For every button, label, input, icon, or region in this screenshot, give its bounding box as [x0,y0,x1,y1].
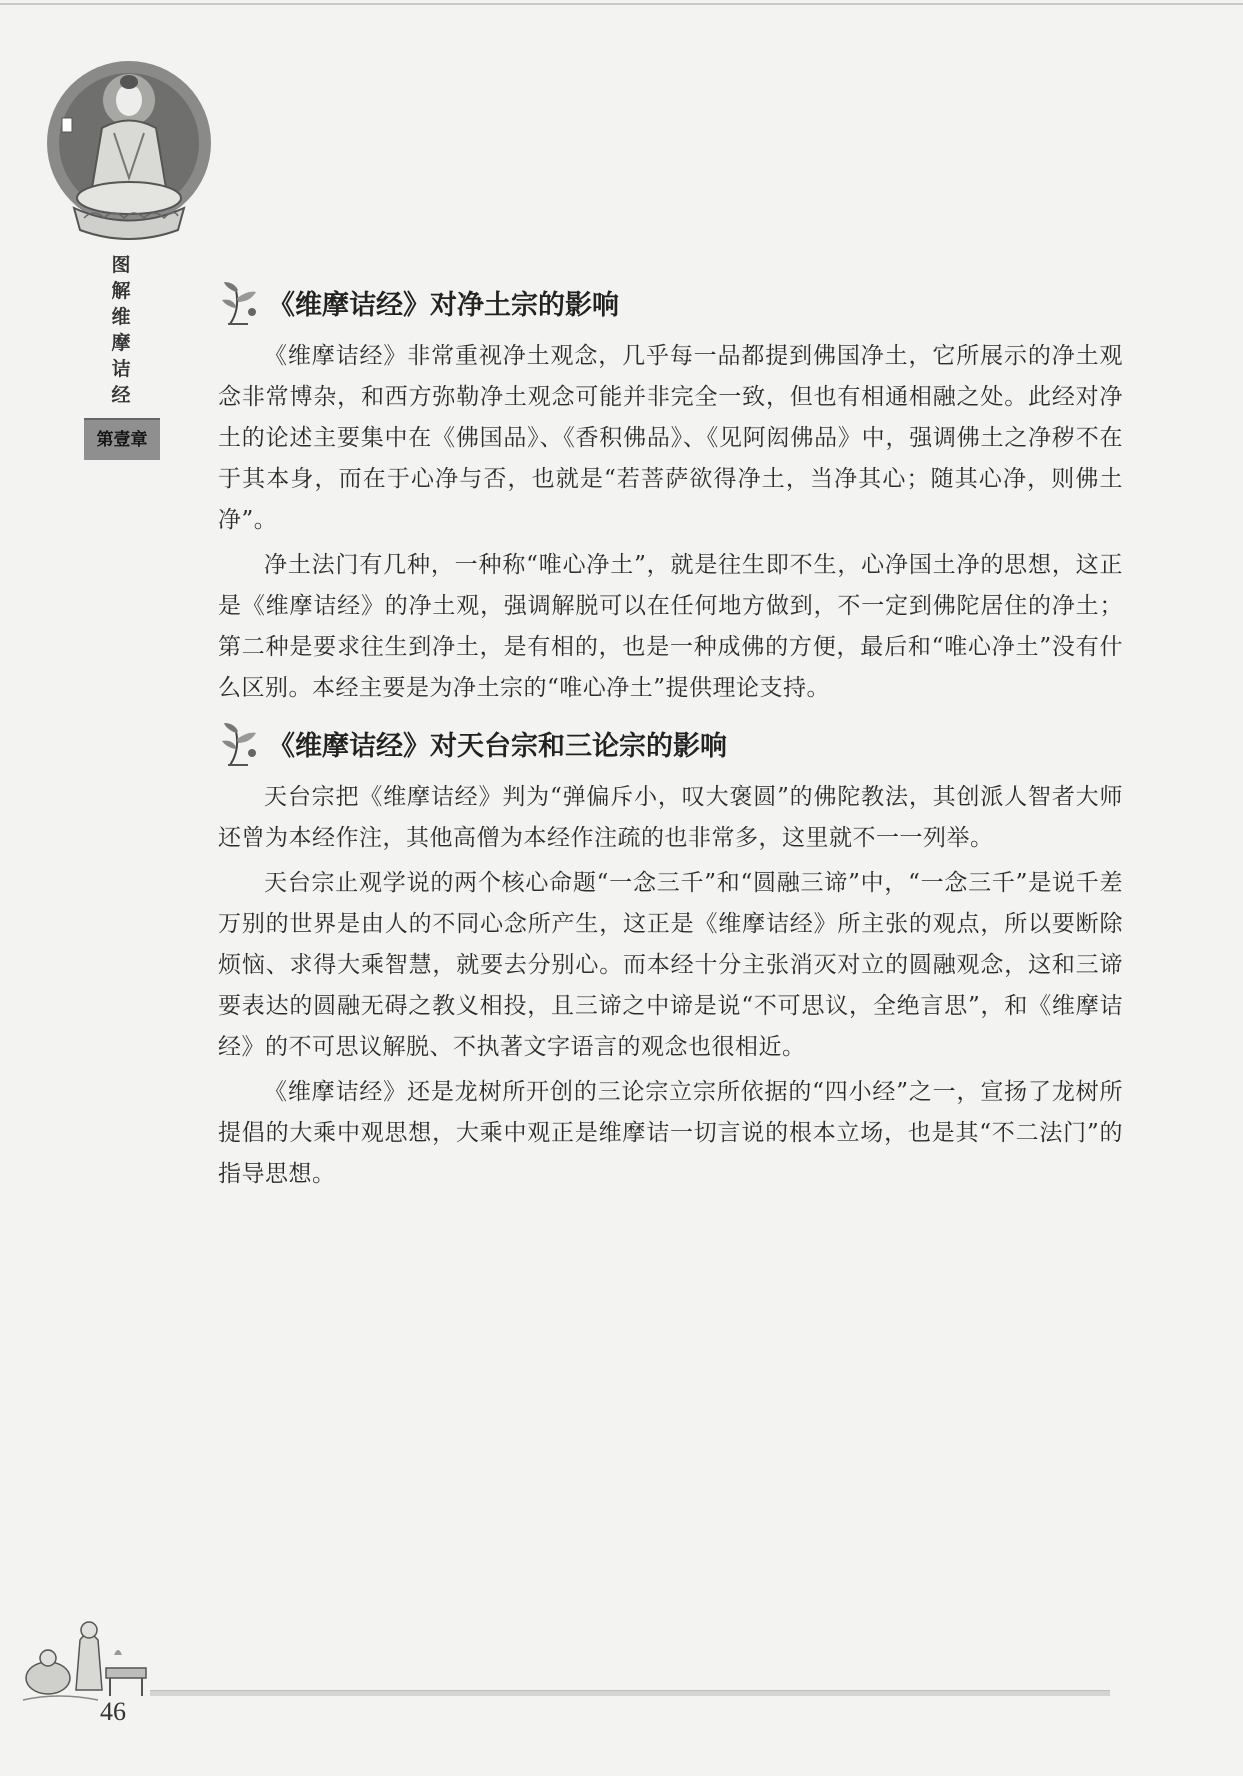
main-content [218,280,1123,1199]
plant-ornament-icon [222,280,264,326]
section-heading [218,721,1123,773]
page-number: 46 [100,1697,126,1726]
title-char: 图 [111,254,131,276]
paragraph: 《维摩诘经》非常重视净土观念，几乎每一品都提到佛国净土，它所展示的净土观念非常博杂，和西方弥勒净土观念可能并非完全一致，但也有相通相融之处。此经对净土的论述主要集中在《佛国品》、《香积佛品》、《见阿闳佛品》中，强调佛土之净秽不在于其本身，而在于心净与否，也就是“若菩萨欲得净土，当净其心；随其心净，则佛土净”。 [218,343,1123,533]
buddha-emblem-icon [44,58,214,258]
title-char: 维 [111,306,131,328]
title-char: 经 [111,384,131,406]
paragraph: 《维摩诘经》还是龙树所开创的三论宗立宗所依据的“四小经”之一，宣扬了龙树所提倡的大乘中观思想，大乘中观正是维摩诘一切言说的根本立场，也是其“不二法门”的指导思想。 [218,1079,1123,1187]
section-tiantai-sanlun [218,721,1123,1195]
title-char: 解 [111,280,131,302]
footer-rule [150,1690,1110,1696]
chapter-tab: 第壹章 [84,418,160,460]
section-pure-land [218,280,1123,709]
section-title: 《维摩诘经》对天台宗和三论宗的影响 [268,731,727,762]
title-char: 诘 [111,358,131,380]
plant-ornament-icon [222,721,264,767]
section-title: 《维摩诘经》对净土宗的影响 [268,290,619,321]
scholars-illustration-icon [18,1600,153,1710]
top-rule [0,3,1243,5]
book-title-vertical [106,252,136,408]
paragraph: 天台宗止观学说的两个核心命题“一念三千”和“圆融三谛”中，“一念三千”是说千差万别的世界是由人的不同心念所产生，这正是《维摩诘经》所主张的观点，所以要断除烦恼、求得大乘智慧，就要去分别心。而本经十分主张消灭对立的圆融观念，这和三谛要表达的圆融无碍之教义相投，且三谛之中谛是说“不可思议，全绝言思”，和《维摩诘经》的不可思议解脱、不执著文字语言的观念也很相近。 [218,870,1123,1060]
paragraph: 净土法门有几种，一种称“唯心净土”，就是往生即不生，心净国土净的思想，这正是《维摩诘经》的净土观，强调解脱可以在任何地方做到，不一定到佛陀居住的净土；第二种是要求往生到净土，是有相的，也是一种成佛的方便，最后和“唯心净土”没有什么区别。本经主要是为净土宗的“唯心净土”提供理论支持。 [218,552,1123,701]
paragraph: 天台宗把《维摩诘经》判为“弹偏斥小，叹大褒圆”的佛陀教法，其创派人智者大师还曾为本经作注，其他高僧为本经作注疏的也非常多，这里就不一一列举。 [218,784,1123,851]
title-char: 摩 [111,332,131,354]
section-heading [218,280,1123,332]
